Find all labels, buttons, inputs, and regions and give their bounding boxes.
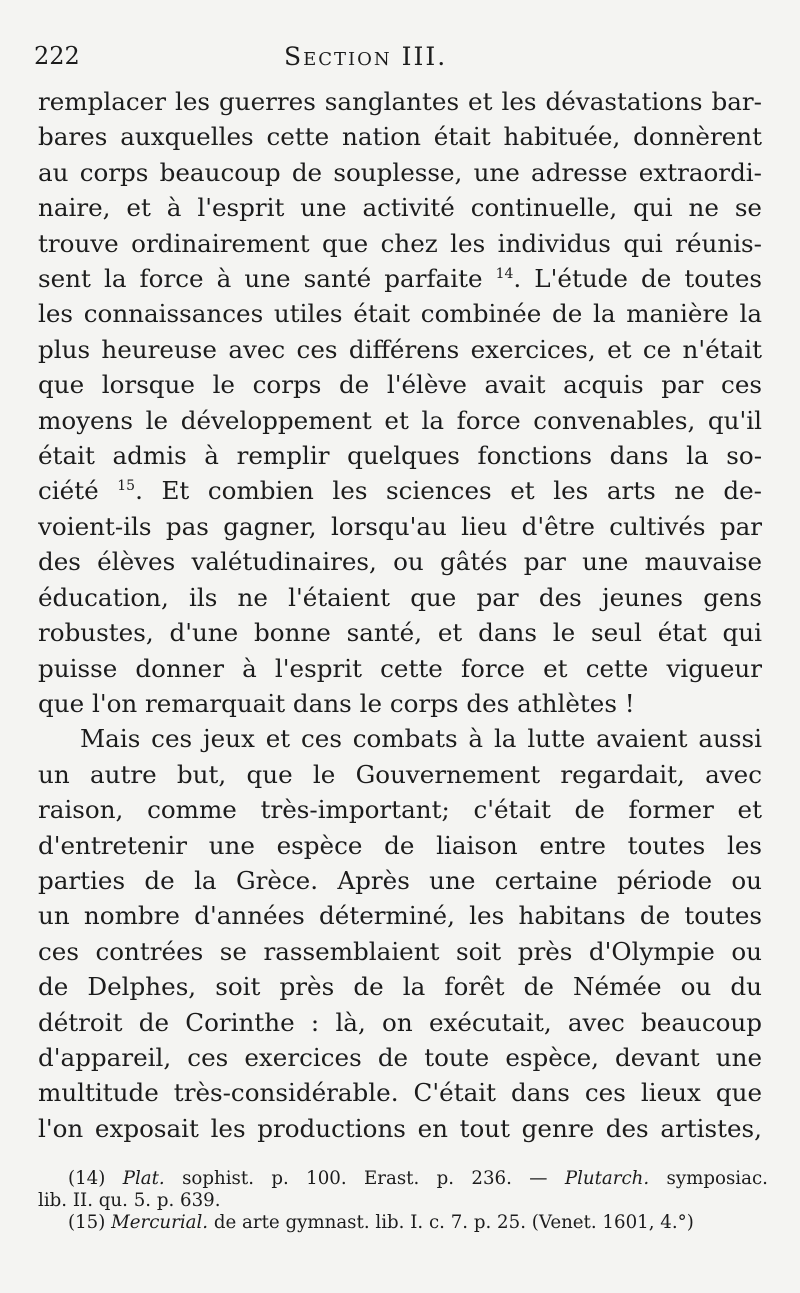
footnote-number: (15) <box>68 1212 106 1233</box>
text-line: Mais ces jeux et ces combats à la lutte avaient aussi <box>80 724 762 754</box>
footnotes <box>38 1168 768 1234</box>
text-fragment: . Et combien les sciences et les arts ne de- <box>135 476 762 506</box>
page-number: 222 <box>34 42 80 70</box>
text-line: était admis à remplir quelques fonctions dans la so- <box>38 441 762 471</box>
text-line: au corps beaucoup de souplesse, une adresse extraordi- <box>38 157 762 187</box>
text-line: remplacer les guerres sanglantes et les dévastations bar- <box>38 87 762 116</box>
text-line: d'entretenir une espèce de liaison entre toutes les <box>38 830 762 860</box>
text-line <box>38 261 762 296</box>
footnote-text: sophist. p. 100. Erast. p. 236. — <box>182 1168 548 1189</box>
text-line: un autre but, que le Gouvernement regardait, avec <box>38 759 762 789</box>
text-line: moyens le développement et la force convenables, qu'il <box>38 405 762 435</box>
text-line: plus heureuse avec ces différens exercices, et ce n'était <box>38 334 762 364</box>
text-line: des élèves valétudinaires, ou gâtés par une mauvaise <box>38 547 762 577</box>
section-title: Section III. <box>284 42 448 71</box>
text-line: que l'on remarquait dans le corps des athlètes ! <box>38 688 635 718</box>
footnote-15 <box>38 1212 768 1234</box>
footnote-ref: 15 <box>117 478 136 495</box>
footnote-ref: 14 <box>495 266 514 283</box>
text-line: un nombre d'années déterminé, les habitans de toutes <box>38 901 762 931</box>
text-line: robustes, d'une bonne santé, et dans le seul état qui <box>38 618 762 648</box>
text-line: puisse donner à l'esprit cette force et cette vigueur <box>38 653 762 683</box>
text-line: d'appareil, ces exercices de toute espèce, devant une <box>38 1042 762 1072</box>
body-text <box>38 84 762 1146</box>
text-line: multitude très-considérable. C'était dans ces lieux que <box>38 1078 762 1108</box>
text-fragment: sent la force à une santé parfaite <box>38 264 483 294</box>
text-fragment: . L'étude de toutes <box>513 264 762 294</box>
text-line: de Delphes, soit près de la forêt de Némée ou du <box>38 972 762 1002</box>
text-line: les connaissances utiles était combinée de la manière la <box>38 299 762 329</box>
text-line: l'on exposait les productions en tout genre des artistes, <box>38 1113 762 1143</box>
footnote-author: Plat. <box>122 1168 165 1189</box>
text-line: éducation, ils ne l'étaient que par des jeunes gens <box>38 582 762 612</box>
footnote-continuation: lib. II. qu. 5. p. 639. <box>38 1190 221 1211</box>
text-line: voient-ils pas gagner, lorsqu'au lieu d'être cultivés par <box>38 511 762 541</box>
footnote-author: Mercurial. <box>111 1212 209 1233</box>
text-line: ces contrées se rassemblaient soit près d'Olympie ou <box>38 936 762 966</box>
footnote-14 <box>38 1168 768 1190</box>
text-line: raison, comme très-important; c'était de former et <box>38 795 762 825</box>
text-line <box>38 473 762 508</box>
footnote-text: symposiac. <box>666 1168 768 1189</box>
text-fragment: ciété <box>38 476 99 506</box>
footnote-number: (14) <box>68 1168 106 1189</box>
text-line: trouve ordinairement que chez les individus qui réunis- <box>38 228 762 258</box>
text-line: naire, et à l'esprit une activité continuelle, qui ne se <box>38 193 762 223</box>
footnote-author: Plutarch. <box>564 1168 650 1189</box>
footnote-text: de arte gymnast. lib. I. c. 7. p. 25. (Venet. 1601, 4.°) <box>213 1212 694 1233</box>
running-head <box>34 38 774 78</box>
text-line: parties de la Grèce. Après une certaine période ou <box>38 865 762 895</box>
text-line: que lorsque le corps de l'élève avait acquis par ces <box>38 370 762 400</box>
text-line: bares auxquelles cette nation était habituée, donnèrent <box>38 122 762 152</box>
text-line: détroit de Corinthe : là, on exécutait, avec beaucoup <box>38 1007 762 1037</box>
